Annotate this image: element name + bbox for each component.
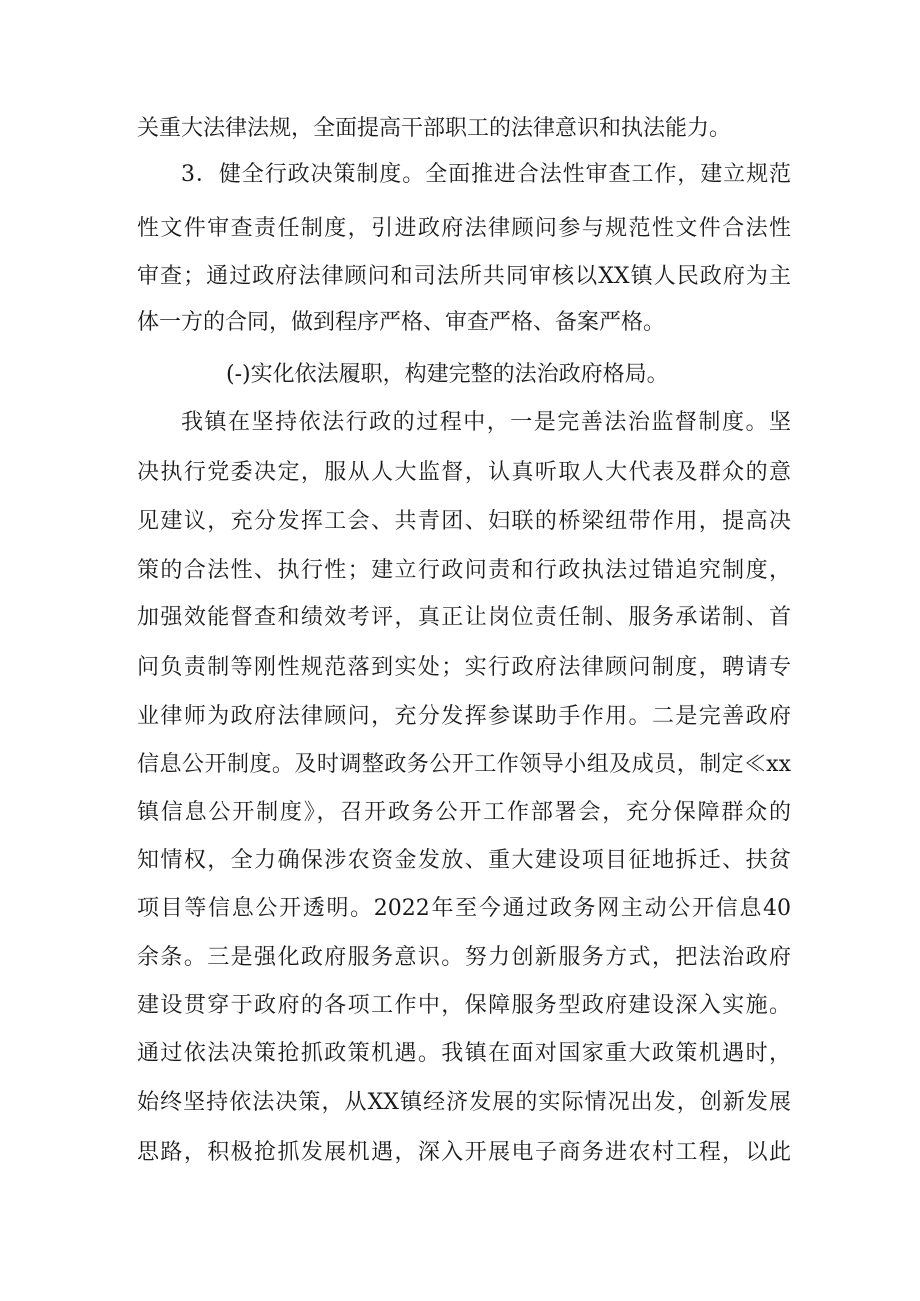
text-line: 加强效能督查和绩效考评，真正让岗位责任制、服务承诺制、首 bbox=[137, 605, 791, 630]
text-line: 建设贯穿于政府的各项工作中，保障服务型政府建设深入实施。 bbox=[137, 993, 791, 1018]
text-line: 我镇在坚持依法行政的过程中，一是完善法治监督制度。坚 bbox=[181, 410, 791, 435]
text-line: 思路，积极抢抓发展机遇，深入开展电子商务进农村工程，以此 bbox=[137, 1140, 791, 1165]
text-line: 关重大法律法规，全面提高干部职工的法律意识和执法能力。 bbox=[137, 116, 732, 141]
text-line: 审查；通过政府法律顾问和司法所共同审核以XX镇人民政府为主 bbox=[137, 264, 791, 289]
text-line: 性文件审查责任制度，引进政府法律顾问参与规范性文件合法性 bbox=[137, 216, 791, 241]
text-line: 余条。三是强化政府服务意识。努力创新服务方式，把法治政府 bbox=[137, 945, 791, 970]
text-line: 信息公开制度。及时调整政务公开工作领导小组及成员，制定≪xx bbox=[137, 752, 791, 777]
text-line: 决执行党委决定，服从人大监督，认真听取人大代表及群众的意 bbox=[137, 460, 791, 485]
text-line: 项目等信息公开透明。2022年至今通过政务网主动公开信息40 bbox=[137, 896, 791, 921]
text-line: 业律师为政府法律顾问，充分发挥参谋助手作用。二是完善政府 bbox=[137, 704, 791, 729]
text-line: 见建议，充分发挥工会、共青团、妇联的桥梁纽带作用，提高决 bbox=[137, 509, 791, 534]
section-heading: (-)实化依法履职，构建完整的法治政府格局。 bbox=[226, 362, 669, 387]
text-line: 知情权，全力确保涉农资金发放、重大建设项目征地拆迁、扶贫 bbox=[137, 848, 791, 873]
text-line: 策的合法性、执行性；建立行政问责和行政执法过错追究制度， bbox=[137, 558, 791, 583]
text-line: 体一方的合同，做到程序严格、审查严格、备案严格。 bbox=[137, 310, 666, 335]
text-line: 始终坚持依法决策，从XX镇经济发展的实际情况出发，创新发展 bbox=[137, 1090, 791, 1115]
text-line: 通过依法决策抢抓政策机遇。我镇在面对国家重大政策机遇时， bbox=[137, 1041, 791, 1066]
text-line: 问负责制等刚性规范落到实处；实行政府法律顾问制度，聘请专 bbox=[137, 655, 791, 680]
text-line: 3．健全行政决策制度。全面推进合法性审查工作，建立规范 bbox=[181, 162, 791, 187]
text-line: 镇信息公开制度》，召开政务公开工作部署会，充分保障群众的 bbox=[137, 800, 791, 825]
